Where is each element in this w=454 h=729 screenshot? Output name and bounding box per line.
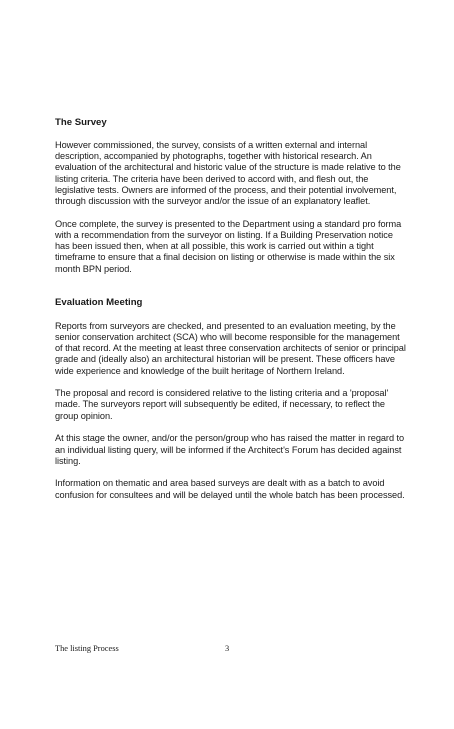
evaluation-paragraph-3: At this stage the owner, and/or the person/group who has raised the matter in regard to an individual listing query, will be informed if the Architect's Forum has decided against listing.: [55, 433, 405, 466]
footer-page-number: 3: [225, 644, 230, 653]
footer-document-title: The listing Process: [55, 644, 119, 653]
evaluation-paragraph-4: Information on thematic and area based surveys are dealt with as a batch to avoid confusion for consultees and will be delayed until the whole batch has been processed.: [55, 478, 405, 500]
survey-paragraph-1: However commissioned, the survey, consists of a written external and internal description, accompanied by photographs, together with historical research. An evaluation of the architectural and historic value of the structure is made relative to the listing criteria. The criteria have been derived to accord with, and flesh out, the legislative tests. Owners are informed of the process, and their potential involvement, through discussion with the surveyor and/or the issue of an explanatory leaflet.: [55, 140, 401, 207]
evaluation-paragraph-2: The proposal and record is considered relative to the listing criteria and a 'proposal' made. The surveyors report will subsequently be edited, if necessary, to reflect the group opinion.: [55, 388, 389, 421]
evaluation-paragraph-1: Reports from surveyors are checked, and presented to an evaluation meeting, by the senior conservation architect (SCA) who will become responsible for the management of that record. At the meeting at least three conservation architects of senior or principal grade and (ideally also) an architectural historian will be present. These officers have wide experience and knowledge of the built heritage of Northern Ireland.: [55, 320, 406, 376]
survey-paragraph-2: Once complete, the survey is presented to the Department using a standard pro forma with a recommendation from the surveyor on listing. If a Building Preservation notice has been issued then, when at all possible, this work is carried out within a tight timeframe to ensure that a final decision on listing or otherwise is made within the six month BPN period.: [55, 218, 402, 274]
section-heading-survey: The Survey: [55, 117, 107, 128]
page-body: [55, 117, 407, 501]
section-heading-evaluation: Evaluation Meeting: [55, 296, 143, 308]
